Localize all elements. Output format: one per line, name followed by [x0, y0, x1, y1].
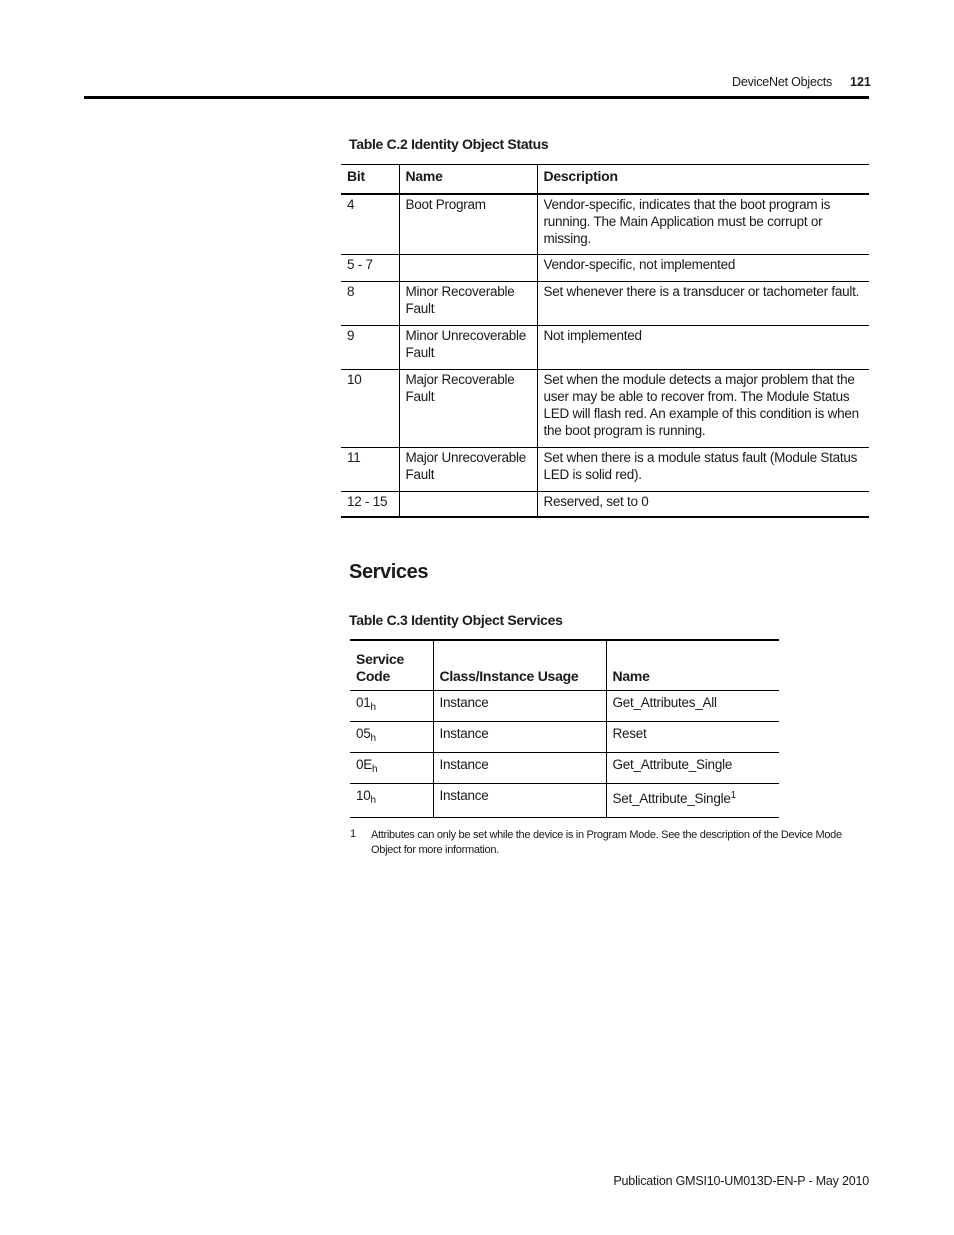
- cell-name: Minor Unrecoverable Fault: [399, 325, 537, 369]
- table-c3-caption: Table C.3 Identity Object Services: [349, 612, 563, 628]
- table-row: [341, 447, 869, 491]
- table-row: [341, 491, 869, 517]
- cell-name: Minor Recoverable Fault: [399, 281, 537, 325]
- column-header-usage: Class/Instance Usage: [433, 640, 606, 691]
- cell-description: Vendor-specific, indicates that the boot program is running. The Main Application must be corrupt or missing.: [537, 194, 869, 254]
- cell-service-code: $10_h$: [350, 784, 433, 818]
- table-row: [350, 753, 779, 784]
- table-row: [341, 369, 869, 447]
- table-row: [341, 281, 869, 325]
- column-header-name: Name: [606, 640, 779, 691]
- cell-name: Set_Attribute_Single$^1$: [606, 784, 779, 818]
- column-header-description: Description: [537, 165, 869, 195]
- table-row: [350, 784, 779, 818]
- publication-footer: Publication GMSI10-UM013D-EN-P - May 2010: [613, 1174, 869, 1188]
- cell-name: Get_Attributes_All: [606, 691, 779, 722]
- table-row: [341, 325, 869, 369]
- footnote-text: Attributes can only be set while the device is in Program Mode. See the description of the Device Mode Object for more information.: [371, 829, 842, 856]
- cell-service-code: $01_h$: [350, 691, 433, 722]
- cell-name: [399, 254, 537, 281]
- footnote-marker: 1: [730, 790, 736, 801]
- cell-bit: 11: [341, 447, 399, 491]
- table-row: [341, 194, 869, 254]
- cell-bit: 12 - 15: [341, 491, 399, 517]
- table-row: [341, 254, 869, 281]
- column-header-service-code: Service Code: [350, 640, 433, 691]
- cell-description: Set whenever there is a transducer or tachometer fault.: [537, 281, 869, 325]
- cell-description: Vendor-specific, not implemented: [537, 254, 869, 281]
- cell-bit: 10: [341, 369, 399, 447]
- cell-name: Major Unrecoverable Fault: [399, 447, 537, 491]
- column-header-name: Name: [399, 165, 537, 195]
- cell-usage: Instance: [433, 784, 606, 818]
- footnote-number: 1: [350, 828, 357, 840]
- table-c2-caption: Table C.2 Identity Object Status: [349, 136, 549, 152]
- cell-description: Not implemented: [537, 325, 869, 369]
- cell-bit: 8: [341, 281, 399, 325]
- table-row: [350, 722, 779, 753]
- cell-name: [399, 491, 537, 517]
- column-header-bit: Bit: [341, 165, 399, 195]
- services-heading: Services: [349, 561, 429, 583]
- cell-usage: Instance: [433, 753, 606, 784]
- cell-usage: Instance: [433, 691, 606, 722]
- table-header-row: [350, 640, 779, 691]
- cell-description: Set when the module detects a major problem that the user may be able to recover from. The Module Status LED will flash red. An example of this condition is when the boot program is running.: [537, 369, 869, 447]
- cell-name: Get_Attribute_Single: [606, 753, 779, 784]
- table-header-row: [341, 165, 869, 195]
- cell-usage: Instance: [433, 722, 606, 753]
- cell-name: Reset: [606, 722, 779, 753]
- table-row: [350, 691, 779, 722]
- page-number: 121: [850, 75, 871, 89]
- cell-description: Set when there is a module status fault (Module Status LED is solid red).: [537, 447, 869, 491]
- cell-name: Boot Program: [399, 194, 537, 254]
- cell-bit: 9: [341, 325, 399, 369]
- cell-name: Major Recoverable Fault: [399, 369, 537, 447]
- header-rule: [84, 96, 869, 99]
- identity-object-status-table: [341, 164, 869, 518]
- cell-bit: 5 - 7: [341, 254, 399, 281]
- identity-object-services-table: [350, 639, 779, 818]
- cell-bit: 4: [341, 194, 399, 254]
- cell-description: Reserved, set to 0: [537, 491, 869, 517]
- cell-service-code: $0E_h$: [350, 753, 433, 784]
- running-header-section: DeviceNet Objects: [732, 75, 833, 89]
- cell-service-code: $05_h$: [350, 722, 433, 753]
